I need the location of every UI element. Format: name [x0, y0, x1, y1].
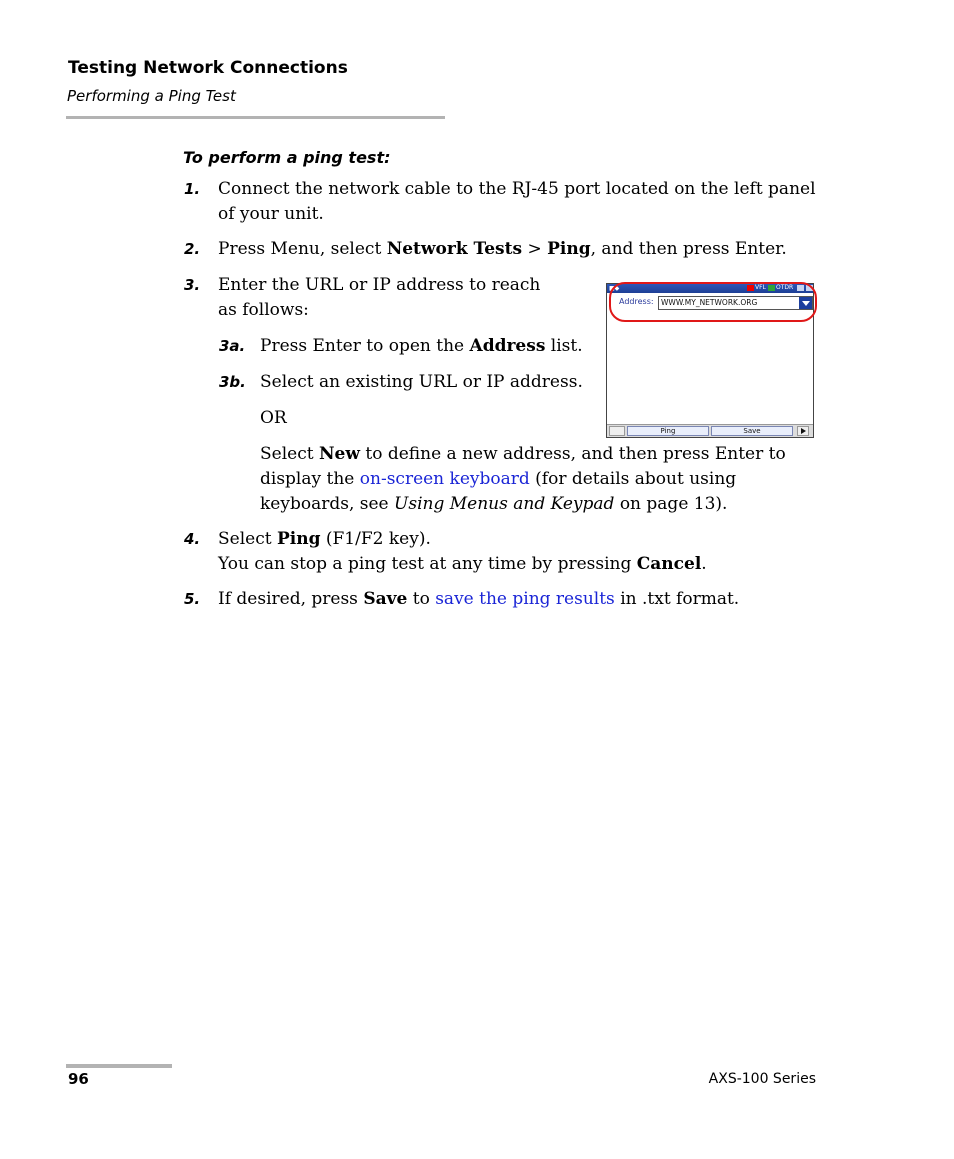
step-1-number: 1.	[184, 180, 201, 198]
step-3-text: Enter the URL or IP address to reach as follows:	[218, 275, 541, 320]
step-4-text	[218, 527, 828, 577]
select-new-mid2: (for details about using keyboards, see	[260, 469, 737, 514]
step-5-mid: to	[407, 589, 436, 609]
footer-divider	[66, 1064, 172, 1068]
select-new-bold: New	[318, 444, 360, 464]
otdr-label: OTDR	[776, 284, 794, 291]
select-new-pre: Select	[260, 444, 319, 464]
procedure-heading: To perform a ping test:	[183, 148, 391, 167]
softkey-ping: Ping	[627, 426, 709, 436]
section-title: Performing a Ping Test	[67, 87, 236, 105]
step-4-line-1	[218, 527, 828, 552]
step-4-pre: Select	[218, 529, 277, 549]
step-1-text: Connect the network cable to the RJ-45 port located on the left panel of your unit.	[218, 179, 816, 224]
page-number: 96	[68, 1070, 89, 1088]
step-4-line2-pre: You can stop a ping test at any time by pressing	[218, 554, 637, 574]
select-new-post: on page 13).	[614, 494, 728, 514]
step-3b-number: 3b.	[219, 373, 246, 391]
or-text: OR	[260, 408, 287, 428]
step-2-text	[218, 237, 828, 262]
step-3a-text	[260, 334, 590, 359]
step-4-bold-cancel: Cancel	[636, 554, 702, 574]
step-3a-post: list.	[545, 336, 583, 356]
softkey-save: Save	[711, 426, 793, 436]
step-2-pre: Press Menu, select	[218, 239, 387, 259]
step-2-post: , and then press Enter.	[590, 239, 787, 259]
step-5-text	[218, 587, 828, 612]
header-divider	[66, 116, 445, 119]
step-4-number: 4.	[184, 530, 201, 548]
step-3a-bold-address: Address	[469, 336, 546, 356]
step-5-post: in .txt format.	[614, 589, 740, 609]
softkey-bar	[607, 424, 813, 437]
save-ping-results-link[interactable]: save the ping results	[435, 589, 615, 609]
softkey-right-scroll	[797, 426, 809, 436]
step-2-bold-ping: Ping	[547, 239, 591, 259]
arrow-right-icon	[801, 428, 806, 434]
using-menus-reference: Using Menus and Keypad	[394, 494, 615, 514]
select-new-text	[260, 442, 800, 517]
step-5-bold-save: Save	[363, 589, 408, 609]
step-2-bold-network-tests: Network Tests	[386, 239, 523, 259]
step-3a-pre: Press Enter to open the	[260, 336, 470, 356]
step-3a-number: 3a.	[219, 337, 246, 355]
highlight-ellipse	[609, 282, 817, 322]
step-4-line-2	[218, 552, 828, 577]
step-4-post: (F1/F2 key).	[320, 529, 431, 549]
step-2-number: 2.	[184, 240, 201, 258]
chapter-title: Testing Network Connections	[68, 58, 348, 78]
select-new-mid1: to define a new address, and then press Enter to display the	[260, 444, 786, 489]
ping-app-icon: ■◆	[609, 285, 620, 292]
vfl-label: VFL	[755, 284, 766, 291]
step-3b-text: Select an existing URL or IP address.	[260, 372, 583, 392]
step-5-number: 5.	[184, 590, 201, 608]
step-5-pre: If desired, press	[218, 589, 364, 609]
step-4-bold-ping: Ping	[276, 529, 321, 549]
step-3-number: 3.	[184, 276, 201, 294]
step-2-mid: >	[522, 239, 548, 259]
on-screen-keyboard-link[interactable]: on-screen keyboard	[359, 469, 530, 489]
product-name: AXS-100 Series	[708, 1071, 816, 1087]
address-value: WWW.MY_NETWORK.ORG	[661, 298, 758, 307]
softkey-left-scroll	[609, 426, 625, 436]
step-4-line2-post: .	[701, 554, 707, 574]
address-label: Address:	[619, 297, 654, 306]
